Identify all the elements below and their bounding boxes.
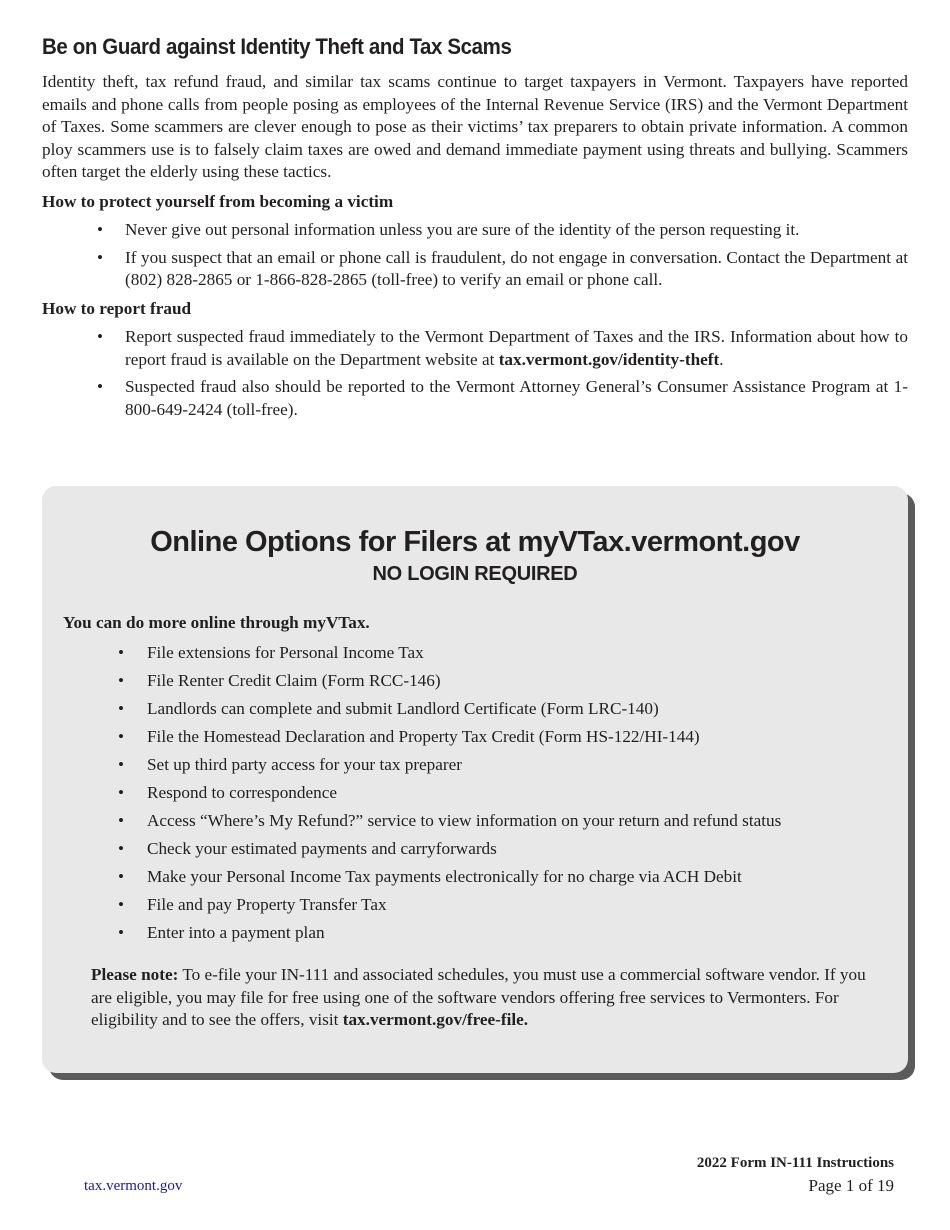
please-note: Please note: To e-file your IN-111 and associated schedules, you must use a commercial software vendor. If you are eligible, you may file for free using one of the software vendors offering free services to Vermonters. For eligibility and to see the offers, visit tax.vermont.gov/free-file.	[91, 965, 866, 1029]
list-item: • File extensions for Personal Income Tax	[63, 639, 883, 667]
bullet-icon: •	[97, 220, 104, 239]
bullet-icon: •	[118, 671, 125, 690]
list-item: • Report suspected fraud immediately to the Vermont Department of Taxes and the IRS. Information about how to report fraud is available on the Department website at tax.vermont.gov/identity-theft.	[97, 327, 908, 369]
bullet-icon: •	[118, 727, 125, 746]
section-title: Be on Guard against Identity Theft and Tax Scams	[42, 34, 512, 59]
list-item: • File Renter Credit Claim (Form RCC-146)	[63, 667, 883, 695]
list-item: • Never give out personal information unless you are sure of the identity of the person requesting it.	[42, 219, 908, 242]
bullet-icon: •	[118, 895, 125, 914]
intro-paragraph: Identity theft, tax refund fraud, and similar tax scams continue to target taxpayers in Vermont. Taxpayers have reported emails and phone calls from people posing as employees of the Internal Revenue Service (IRS) and the Vermont Department of Taxes. Some scammers are clever enough to pose as their victims’ tax preparers to obtain private information. A common ploy scammers use is to falsely claim taxes are owed and demand immediate payment using threats and bullying. Scammers often target the elderly using these tactics.	[42, 72, 908, 181]
list-item: • File the Homestead Declaration and Property Tax Credit (Form HS-122/HI-144)	[63, 723, 883, 751]
online-options-box	[42, 486, 908, 1073]
bullet-icon: •	[118, 839, 125, 858]
list-item: • Respond to correspondence	[63, 779, 883, 807]
identity-theft-link[interactable]: tax.vermont.gov/identity-theft	[498, 349, 720, 369]
free-file-link[interactable]: tax.vermont.gov/free-file.	[342, 1010, 529, 1029]
list-item: • Landlords can complete and submit Landlord Certificate (Form LRC-140)	[63, 695, 883, 723]
list-item: • File and pay Property Transfer Tax	[63, 891, 883, 919]
bullet-icon: •	[97, 247, 104, 267]
box-subtitle: NO LOGIN REQUIRED	[372, 563, 578, 585]
online-options-list	[63, 639, 883, 947]
bullet-icon: •	[118, 867, 125, 886]
protect-list	[42, 219, 908, 297]
list-item: • Check your estimated payments and carryforwards	[63, 835, 883, 863]
bullet-icon: •	[118, 643, 125, 662]
report-list	[42, 326, 908, 426]
bullet-icon: •	[97, 327, 104, 346]
note-label: Please note:	[91, 965, 179, 984]
list-item: • Suspected fraud also should be reported to the Vermont Attorney General’s Consumer Assistance Program at 1-800-649-2424 (toll-free).	[97, 377, 908, 419]
box-lead: You can do more online through myVTax.	[63, 613, 370, 632]
footer-website-link[interactable]: tax.vermont.gov	[84, 1178, 183, 1194]
bullet-icon: •	[118, 699, 125, 718]
bullet-icon: •	[118, 811, 125, 830]
bullet-icon: •	[97, 377, 104, 396]
report-heading: How to report fraud	[42, 299, 192, 318]
bullet-icon: •	[118, 755, 125, 774]
page-number: Page 1 of 19	[808, 1176, 894, 1195]
list-item: • Set up third party access for your tax preparer	[63, 751, 883, 779]
bullet-icon: •	[118, 783, 125, 802]
list-item: • Enter into a payment plan	[63, 919, 883, 947]
list-item: • If you suspect that an email or phone call is fraudulent, do not engage in conversation. Contact the Department at (802) 828-2865 or 1-866-828-2865 (toll-free) to verify an email or phone call.	[97, 247, 908, 289]
protect-heading: How to protect yourself from becoming a victim	[42, 192, 394, 211]
box-title: Online Options for Filers at myVTax.vermont.gov	[150, 526, 800, 558]
footer-form-title: 2022 Form IN-111 Instructions	[696, 1155, 894, 1171]
list-item: • Access “Where’s My Refund?” service to view information on your return and refund status	[63, 807, 883, 835]
bullet-icon: •	[118, 923, 125, 942]
list-item: • Make your Personal Income Tax payments electronically for no charge via ACH Debit	[63, 863, 883, 891]
